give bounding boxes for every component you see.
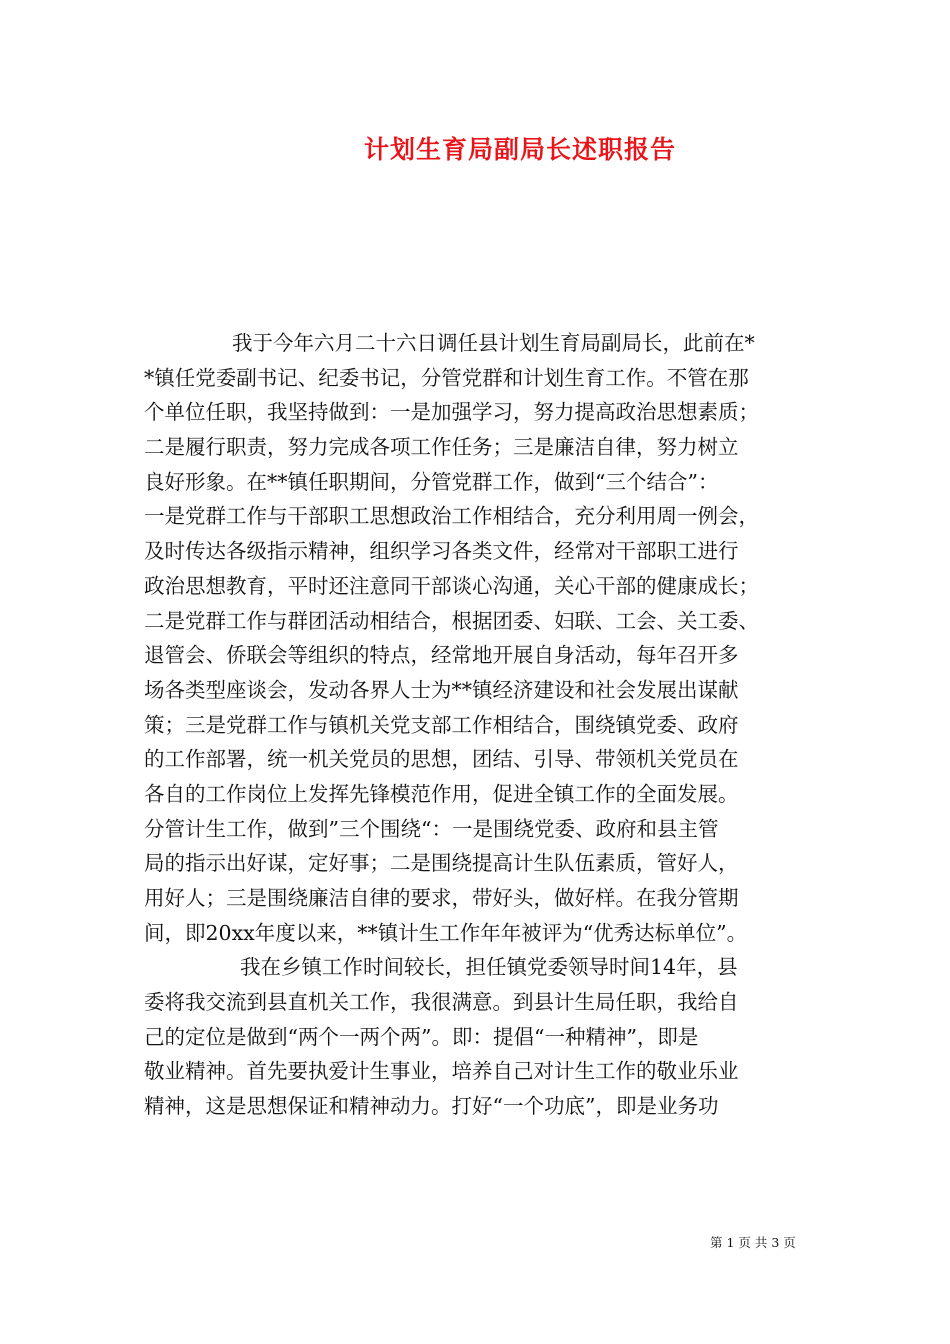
body-line: *镇任党委副书记、纪委书记，分管党群和计划生育工作。不管在那: [144, 365, 749, 390]
body-line: 政治思想教育，平时还注意同干部谈心沟通，关心干部的健康成长；: [144, 573, 759, 598]
body-line: 良好形象。在**镇任职期间，分管党群工作，做到“三个结合”：: [144, 469, 719, 494]
body-line: 一是党群工作与干部职工思想政治工作相结合，充分利用周一例会，: [144, 504, 759, 529]
document-body: [144, 326, 824, 1124]
body-line: 间，即20xx年度以来，**镇计生工作年年被评为“优秀达标单位”。: [144, 920, 748, 945]
body-line: 个单位任职，我坚持做到：一是加强学习，努力提高政治思想素质；: [144, 400, 759, 425]
document-title: 计划生育局副局长述职报告: [363, 135, 676, 164]
body-line: 场各类型座谈会，发动各界人士为**镇经济建设和社会发展出谋献: [144, 677, 739, 702]
body-line: 委将我交流到县直机关工作，我很满意。到县计生局任职，我给自: [144, 990, 739, 1015]
body-line: 各自的工作岗位上发挥先锋模范作用，促进全镇工作的全面发展。: [144, 781, 739, 806]
body-line: 的工作部署，统一机关党员的思想，团结、引导、带领机关党员在: [144, 747, 739, 772]
page-footer: 第 1 页 共 3 页: [710, 1235, 796, 1250]
body-line: 己的定位是做到“两个一两个两”。即：提倡“一种精神”，即是: [144, 1024, 699, 1049]
body-line: 精神，这是思想保证和精神动力。打好“一个功底”，即是业务功: [144, 1094, 719, 1119]
body-line: 分管计生工作，做到”三个围绕“：一是围绕党委、政府和县主管: [144, 816, 719, 841]
body-line: 我于今年六月二十六日调任县计划生育局副局长，此前在*: [232, 331, 755, 355]
body-line: 及时传达各级指示精神，组织学习各类文件，经常对干部职工进行: [144, 539, 739, 564]
body-line: 我在乡镇工作时间较长，担任镇党委领导时间14年，县: [240, 955, 738, 980]
body-line: 用好人；三是围绕廉洁自律的要求，带好头，做好样。在我分管期: [144, 886, 739, 910]
body-line: 局的指示出好谋，定好事；二是围绕提高计生队伍素质，管好人，: [144, 851, 739, 876]
body-line: 二是履行职责，努力完成各项工作任务；三是廉洁自律，努力树立: [144, 435, 739, 460]
body-line: 敬业精神。首先要执爱计生事业，培养自己对计生工作的敬业乐业: [144, 1059, 739, 1084]
body-line: 二是党群工作与群团活动相结合，根据团委、妇联、工会、关工委、: [144, 608, 759, 633]
body-line: 策；三是党群工作与镇机关党支部工作相结合，围绕镇党委、政府: [144, 712, 739, 737]
body-line: 退管会、侨联会等组织的特点，经常地开展自身活动，每年召开多: [144, 643, 739, 668]
